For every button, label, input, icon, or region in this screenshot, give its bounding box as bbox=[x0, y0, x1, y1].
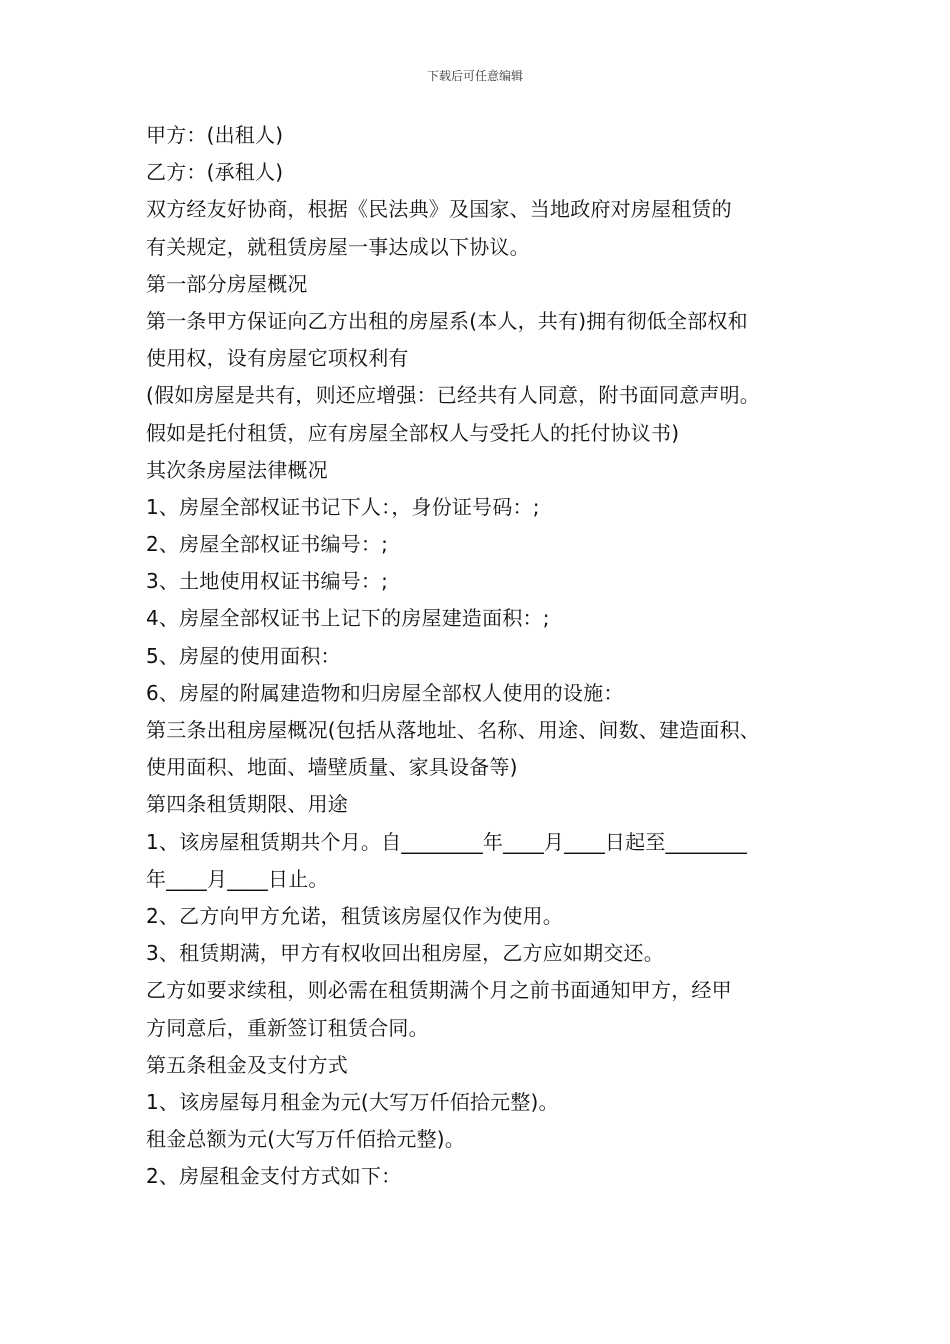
list-item: 4、房屋全部权证书上记下的房屋建造面积：; bbox=[146, 606, 550, 631]
text-line: 租金总额为元(大写万仟佰拾元整)。 bbox=[146, 1127, 466, 1152]
text-line: (假如房屋是共有，则还应增强：已经共有人同意，附书面同意声明。 bbox=[146, 383, 761, 408]
section-heading: 第三条出租房屋概况(包括从落地址、名称、用途、间数、建造面积、 bbox=[146, 718, 761, 742]
text-line: 双方经友好协商，根据《民法典》及国家、当地政府对房屋租赁的 bbox=[146, 197, 732, 222]
text-line: 甲方：(出租人) bbox=[146, 123, 284, 147]
page-header: 下载后可任意编辑 bbox=[426, 69, 523, 83]
text-line: 假如是托付租赁，应有房屋全部权人与受托人的托付协议书) bbox=[146, 420, 680, 445]
text-line: 使用权，设有房屋它项权利有 bbox=[146, 346, 409, 371]
list-item: 5、房屋的使用面积： bbox=[146, 643, 341, 668]
text-line: 乙方如要求续租，则必需在租赁期满个月之前书面通知甲方，经甲 bbox=[146, 978, 732, 1003]
text-line: 使用面积、地面、墙壁质量、家具设备等) bbox=[146, 755, 518, 780]
text-line: 方同意后，重新签订租赁合同。 bbox=[146, 1015, 429, 1040]
section-heading: 其次条房屋法律概况 bbox=[146, 457, 328, 482]
text-line: 第一条甲方保证向乙方出租的房屋系(本人，共有)拥有彻低全部权和 bbox=[146, 308, 748, 333]
list-item: 3、租赁期满，甲方有权收回出租房屋，乙方应如期交还。 bbox=[146, 941, 664, 966]
list-item: 6、房屋的附属建造物和归房屋全部权人使用的设施： bbox=[146, 680, 624, 705]
text-line: 有关规定，就租赁房屋一事达成以下协议。 bbox=[146, 234, 530, 259]
list-item: 2、乙方向甲方允诺，租赁该房屋仅作为使用。 bbox=[146, 903, 563, 928]
list-item: 2、房屋租金支付方式如下： bbox=[146, 1164, 402, 1189]
section-heading: 第一部分房屋概况 bbox=[146, 271, 308, 296]
list-item: 1、房屋全部权证书记下人：，身份证号码：; bbox=[146, 494, 540, 519]
document-body bbox=[146, 117, 866, 1195]
list-item: 2、房屋全部权证书编号：; bbox=[146, 532, 389, 557]
text-line: 年____月____日止。 bbox=[146, 866, 329, 891]
section-heading: 第五条租金及支付方式 bbox=[146, 1052, 348, 1077]
section-heading: 第四条租赁期限、用途 bbox=[146, 792, 348, 817]
list-item: 3、土地使用权证书编号：; bbox=[146, 569, 389, 594]
text-line: 乙方：(承租人) bbox=[146, 160, 284, 185]
list-item: 1、该房屋每月租金为元(大写万仟佰拾元整)。 bbox=[146, 1089, 559, 1114]
list-item: 1、该房屋租赁期共个月。自________年____月____日起至________ bbox=[146, 829, 748, 854]
